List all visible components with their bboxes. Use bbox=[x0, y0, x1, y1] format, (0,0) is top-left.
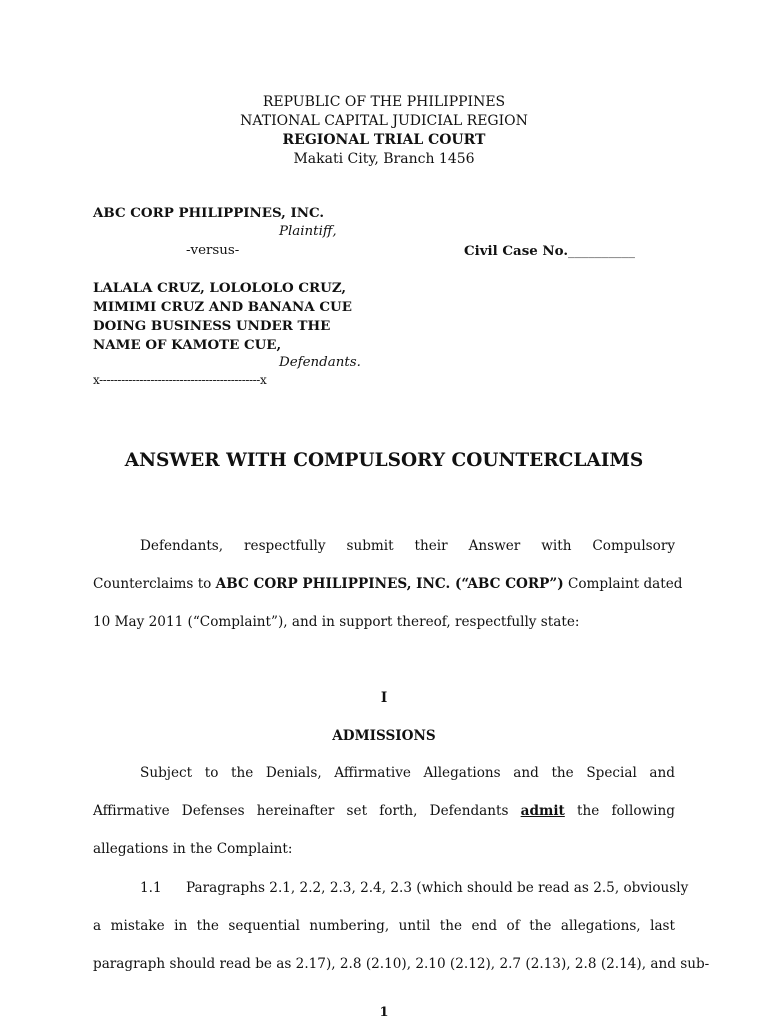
header-republic: REPUBLIC OF THE PHILIPPINES bbox=[262, 94, 506, 110]
defendants-line-1: LALALA CRUZ, LOLOLOLO CRUZ, bbox=[93, 280, 347, 296]
plaintiff-name: ABC CORP PHILIPPINES, INC. bbox=[93, 205, 325, 221]
header-region: NATIONAL CAPITAL JUDICIAL REGION bbox=[240, 113, 528, 129]
case-number-blank: __________ bbox=[568, 244, 635, 259]
admissions-line-1: Subject to the Denials, Affirmative Allegations and the Special and bbox=[140, 765, 675, 781]
header-court: REGIONAL TRIAL COURT bbox=[282, 132, 486, 148]
defendants-line-4: NAME OF KAMOTE CUE, bbox=[93, 337, 282, 353]
plaintiff-reference: ABC CORP PHILIPPINES, INC. (“ABC CORP”) bbox=[215, 576, 564, 592]
admissions-line-2 bbox=[93, 803, 675, 819]
item-line-1: Paragraphs 2.1, 2.2, 2.3, 2.4, 2.3 (which should be read as 2.5, obviously bbox=[186, 880, 689, 896]
defendants-line-2: MIMIMI CRUZ AND BANANA CUE bbox=[93, 299, 352, 315]
admissions-line-2-end: the following bbox=[564, 803, 675, 819]
plaintiff-role: Plaintiff, bbox=[279, 224, 337, 239]
defendants-line-3: DOING BUSINESS UNDER THE bbox=[93, 318, 331, 334]
page-number: 1 bbox=[379, 1005, 389, 1020]
admissions-line-2-start: Affirmative Defenses hereinafter set forth, Defendants bbox=[93, 803, 521, 819]
intro-line-2 bbox=[93, 576, 683, 592]
section-heading: ADMISSIONS bbox=[332, 728, 436, 744]
caption-separator: x--------------------------------------------x bbox=[93, 373, 267, 387]
header-branch: Makati City, Branch 1456 bbox=[293, 151, 475, 167]
defendants-role: Defendants. bbox=[279, 355, 361, 370]
document-title: ANSWER WITH COMPULSORY COUNTERCLAIMS bbox=[124, 450, 644, 471]
admissions-line-3: allegations in the Complaint: bbox=[93, 841, 293, 857]
versus-label: -versus- bbox=[186, 243, 240, 258]
item-line-3: paragraph should read be as 2.17), 2.8 (2.10), 2.10 (2.12), 2.7 (2.13), 2.8 (2.14), and sub- bbox=[93, 956, 710, 972]
admit-emphasis: admit bbox=[520, 803, 565, 819]
intro-line-1: Defendants, respectfully submit their Answer with Compulsory bbox=[140, 538, 675, 554]
intro-line-2-end: Complaint dated bbox=[563, 576, 683, 592]
section-numeral: I bbox=[380, 690, 388, 706]
case-number bbox=[464, 243, 635, 259]
intro-line-3: 10 May 2011 (“Complaint”), and in support thereof, respectfully state: bbox=[93, 614, 580, 630]
case-number-label: Civil Case No. bbox=[464, 243, 569, 259]
item-line-2: a mistake in the sequential numbering, until the end of the allegations, last bbox=[93, 918, 675, 934]
intro-line-2-start: Counterclaims to bbox=[93, 576, 216, 592]
item-number: 1.1 bbox=[140, 880, 162, 896]
